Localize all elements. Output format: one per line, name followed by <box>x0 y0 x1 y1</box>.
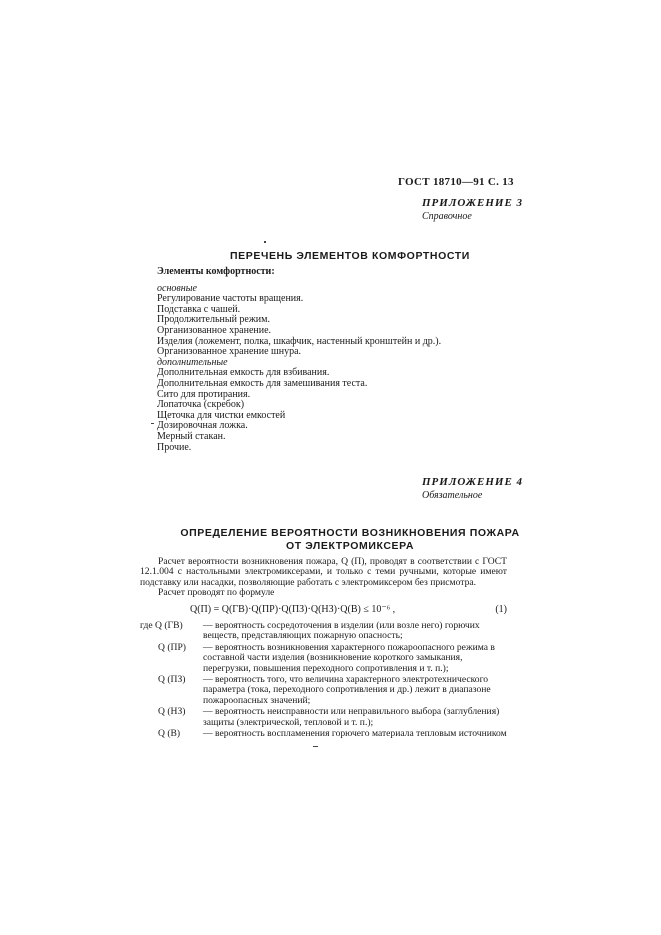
comfort-elements-list <box>157 267 517 453</box>
section-2-title-line-2: ОТ ЭЛЕКТРОМИКСЕРА <box>285 540 415 552</box>
list-heading: Элементы комфортности: <box>157 266 275 277</box>
list-item: Мерный стакан. <box>157 430 226 442</box>
section-2-title-line-1: ОПРЕДЕЛЕНИЕ ВЕРОЯТНОСТИ ВОЗНИКНОВЕНИЯ ПОЖАРА <box>180 527 520 539</box>
section-2-title <box>140 527 560 553</box>
scan-mark <box>313 746 318 747</box>
list-item: Организованное хранение. <box>157 324 272 336</box>
list-item: Сито для протирания. <box>157 388 251 400</box>
appendix-3-subtitle: Справочное <box>422 211 472 222</box>
scan-mark <box>151 423 154 424</box>
formula: Q(П) = Q(ГВ)·Q(ПР)·Q(ПЗ)·Q(НЗ)·Q(В) ≤ 10⁻⁶ , <box>190 603 396 615</box>
page-header: ГОСТ 18710—91 С. 13 <box>398 176 514 188</box>
extra-label: дополнительные <box>157 356 228 368</box>
definition-text: — вероятность того, что величина характерного электротехнического параметра (тока, переходного сопротивления и др.) лежит в диапазоне пожароопасных значений; <box>203 674 491 706</box>
definition-row <box>140 707 507 728</box>
appendix-4-subtitle: Обязательное <box>422 490 483 501</box>
list-item: Прочие. <box>157 441 192 453</box>
definition-row <box>140 729 507 739</box>
basic-label: основные <box>157 282 197 294</box>
definition-row <box>140 621 507 642</box>
definition-row <box>140 675 507 706</box>
appendix-4-title: ПРИЛОЖЕНИЕ 4 <box>422 476 524 488</box>
definition-label: где Q (ГВ) <box>140 620 183 632</box>
definition-text: — вероятность воспламенения горючего материала тепловым источником <box>203 728 507 740</box>
definition-text: — вероятность возникновения характерного пожароопасного режима в составной части изделия (возникновение короткого замыкания, перегрузки, повышения переходного сопротивления и т. п.); <box>203 641 495 674</box>
definition-label: Q (ПР) <box>158 641 186 653</box>
where-word: где <box>140 620 153 632</box>
appendix-4-block <box>422 476 523 502</box>
section-1-title: ПЕРЕЧЕНЬ ЭЛЕМЕНТОВ КОМФОРТНОСТИ <box>230 250 470 262</box>
list-item: Дозировочная ложка. <box>157 420 248 432</box>
definition-text: — вероятность неисправности или неправильного выбора (заглубления) защиты (электрической, тепловой и т. п.); <box>203 706 500 728</box>
list-item: Подставка с чашей. <box>157 303 241 315</box>
list-item: Дополнительная емкость для взбивания. <box>157 367 330 379</box>
definition-text: — вероятность сосредоточения в изделии (или возле него) горючих веществ, представляющих пожарную опасность; <box>203 620 480 642</box>
list-item: Щеточка для чистки емкостей <box>157 409 286 421</box>
appendix-3-block <box>422 197 523 223</box>
appendix-3-title: ПРИЛОЖЕНИЕ 3 <box>422 197 524 209</box>
definition-label: Q (ПЗ) <box>158 674 186 686</box>
definition-label: Q (В) <box>158 728 181 740</box>
paragraph-2: Расчет проводят по формуле <box>158 587 275 599</box>
definition-label: Q (НЗ) <box>158 706 186 718</box>
paragraph-1: Расчет вероятности возникновения пожара, Q (П), проводят в соответствии с ГОСТ 12.1.004 с настольными электромиксерами, и только с теми ручными, которые имеют подставку или насадки, позволяющие работать с электромиксером без присмотра. <box>140 556 507 588</box>
list-item: Лопаточка (скребок) <box>157 399 245 411</box>
list-item: Регулирование частоты вращения. <box>157 293 304 305</box>
list-item: Организованное хранение шнура. <box>157 346 302 358</box>
list-item: Дополнительная емкость для замешивания теста. <box>157 377 368 389</box>
formula-number: (1) <box>495 603 507 615</box>
definition-row <box>140 643 507 674</box>
scan-mark <box>264 241 266 243</box>
section-2-body <box>140 557 507 741</box>
formula-row <box>140 605 507 615</box>
list-item: Изделия (ложемент, полка, шкафчик, настенный кронштейн и др.). <box>157 335 442 347</box>
list-item: Продолжительный режим. <box>157 314 270 326</box>
